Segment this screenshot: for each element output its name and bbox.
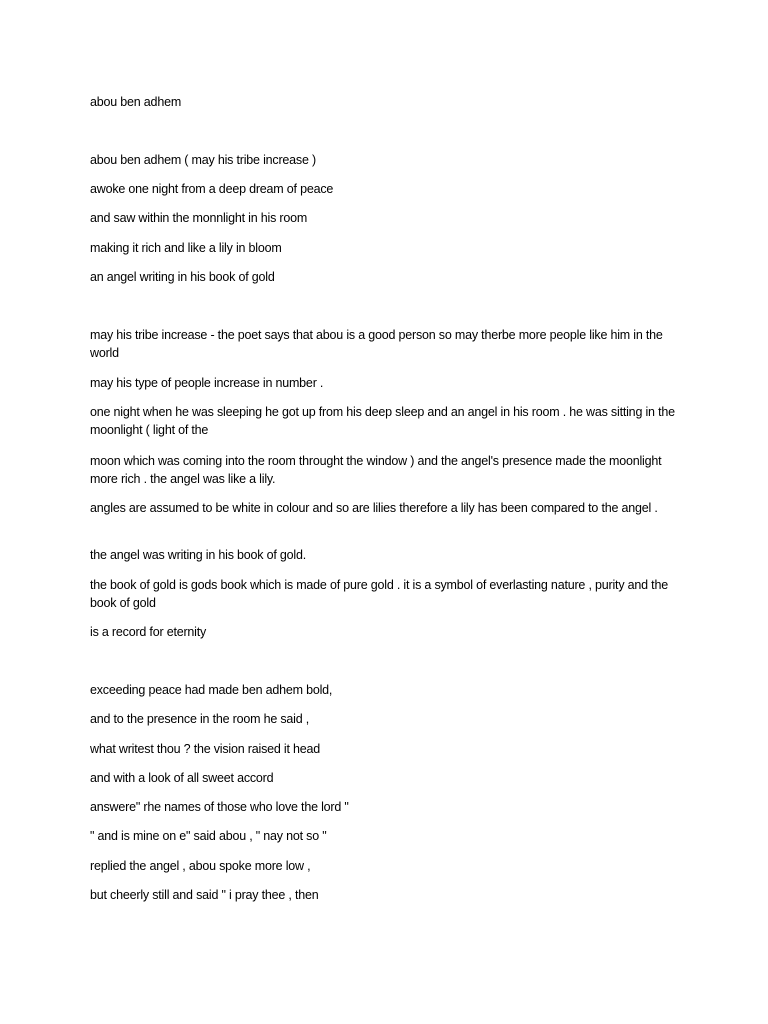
poem-line: answere" rhe names of those who love the lord " — [90, 800, 349, 814]
poem-line: and with a look of all sweet accord — [90, 771, 274, 785]
explanation-paragraph: the book of gold is gods book which is made of pure gold . it is a symbol of everlasting nature , purity and the book of gold — [90, 578, 668, 610]
explanation-paragraph: may his type of people increase in number . — [90, 376, 324, 390]
poem-line: and saw within the monnlight in his room — [90, 211, 308, 225]
poem-line: awoke one night from a deep dream of peace — [90, 182, 334, 196]
poem-line: " and is mine on e" said abou , " nay not so " — [90, 829, 327, 843]
explanation-paragraph: is a record for eternity — [90, 625, 207, 639]
explanation-paragraph: moon which was coming into the room throught the window ) and the angel's presence made the moonlight more rich . the angel was like a lily. — [90, 454, 662, 486]
explanation-paragraph: angles are assumed to be white in colour and so are lilies therefore a lily has been compared to the angel . — [90, 501, 658, 515]
explanation-paragraph: one night when he was sleeping he got up from his deep sleep and an angel in his room . he was sitting in the moonlight ( light of the — [90, 405, 675, 437]
poem-line: an angel writing in his book of gold — [90, 270, 275, 284]
poem-line: replied the angel , abou spoke more low , — [90, 859, 311, 873]
explanation-paragraph: may his tribe increase - the poet says that abou is a good person so may therbe more people like him in the world — [90, 328, 663, 360]
poem-line: and to the presence in the room he said , — [90, 712, 310, 726]
poem-line: what writest thou ? the vision raised it head — [90, 742, 321, 756]
poem-line: making it rich and like a lily in bloom — [90, 241, 282, 255]
document-title: abou ben adhem — [90, 95, 182, 109]
explanation-paragraph: the angel was writing in his book of gold. — [90, 548, 307, 562]
poem-line: but cheerly still and said " i pray thee , then — [90, 888, 319, 902]
poem-line: abou ben adhem ( may his tribe increase ) — [90, 153, 316, 167]
poem-line: exceeding peace had made ben adhem bold, — [90, 683, 333, 697]
